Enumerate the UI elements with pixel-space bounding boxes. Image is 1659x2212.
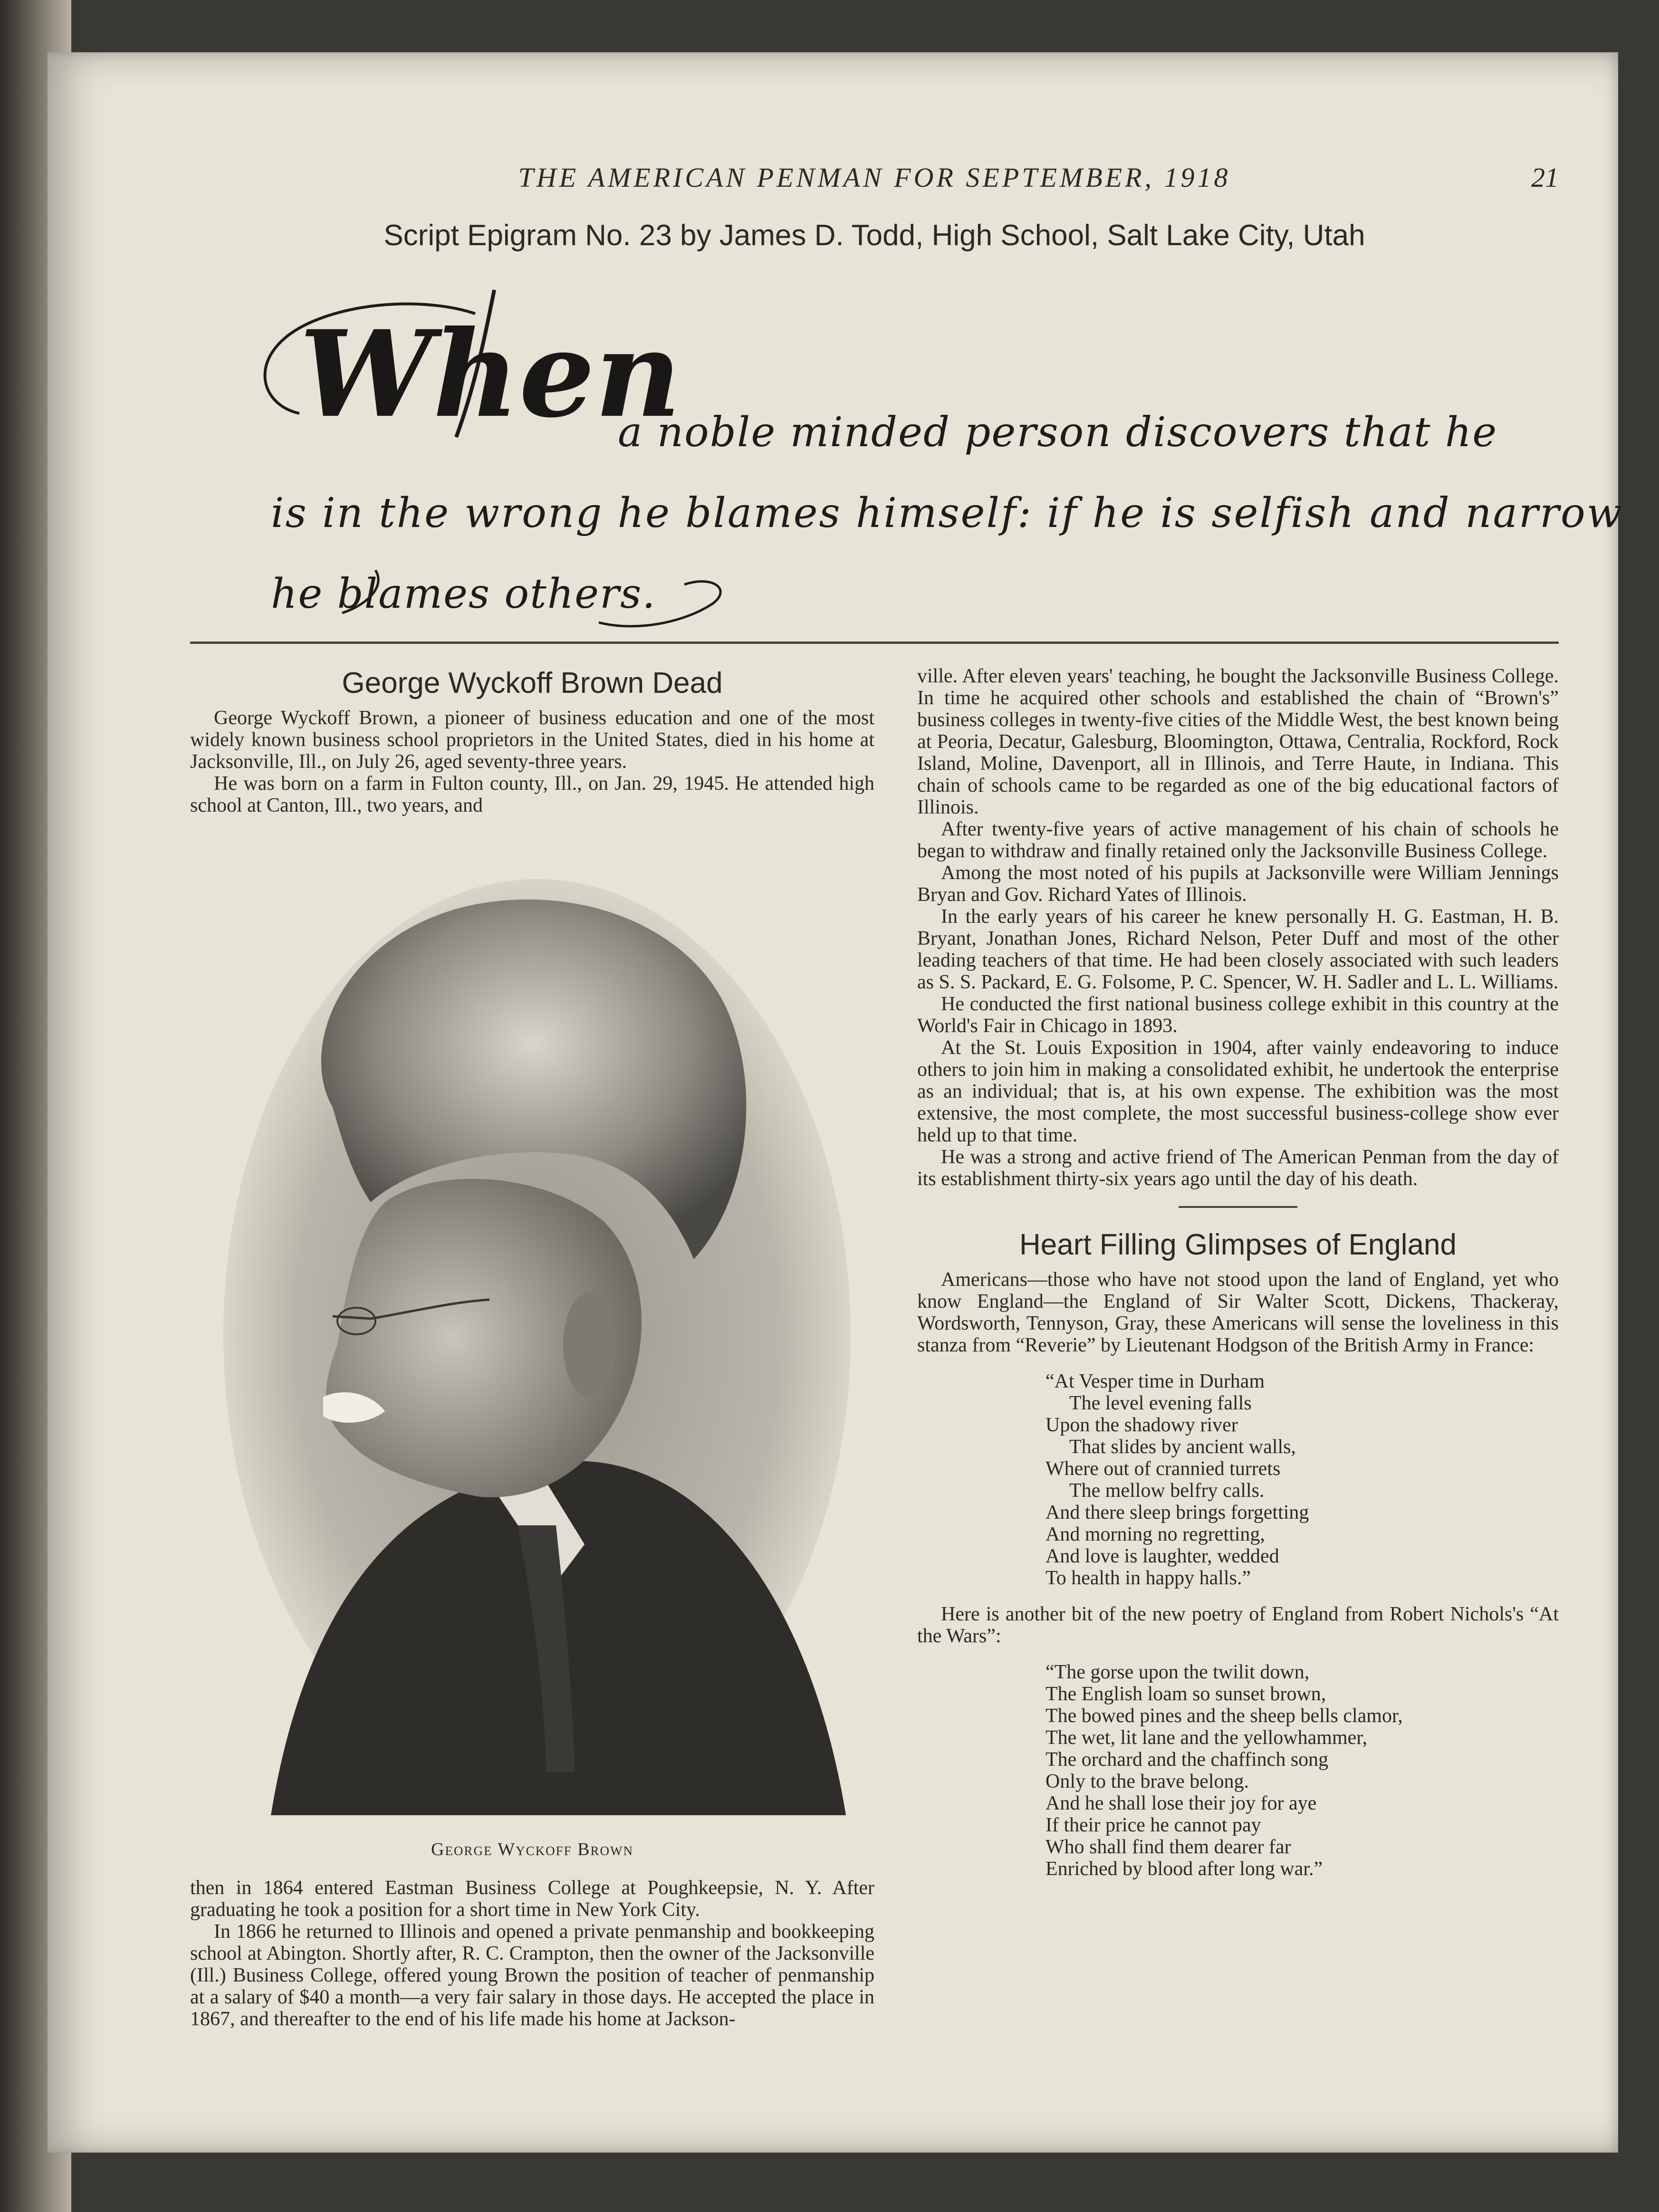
poem-line: And love is laughter, wedded xyxy=(1045,1545,1279,1567)
poem-line: Only to the brave belong. xyxy=(1045,1771,1249,1792)
portrait-photo xyxy=(214,870,874,1820)
poem-line: Upon the shadowy river xyxy=(1045,1414,1238,1436)
poem-line: And morning no regretting, xyxy=(1045,1523,1265,1545)
poem-at-the-wars xyxy=(1045,1661,1559,1880)
script-line-2: is in the wrong he blames himself: if he is selfish and narrow xyxy=(271,489,1623,537)
obituary-paragraph: ville. After eleven years' teaching, he bought the Jacksonville Business College. In time he acquired other schools and established the chain of “Brown's” business colleges in twenty-five cities of the Middle West, the best known being at Peoria, Decatur, Galesburg, Bloomington, Ottawa, Centralia, Rockford, Rock Island, Moline, Davenport, all in Illinois, and Terre Haute, in Indiana. This chain of schools came to be regarded as one of the big educational factors of Illinois. xyxy=(917,665,1559,818)
obituary-paragraph: At the St. Louis Exposition in 1904, after vainly endeavoring to induce others to join him in making a consolidated exhibit, he undertook the enterprise as an individual; that is, at his own expense. The exhibition was the most extensive, the most complete, the most successful business-college show ever held up to that time. xyxy=(917,1037,1559,1146)
article-divider xyxy=(1179,1206,1297,1208)
obituary-column-bottom xyxy=(190,1877,874,2030)
poem-line: The wet, lit lane and the yellowhammer, xyxy=(1045,1727,1368,1749)
poem-reverie xyxy=(1045,1370,1559,1589)
poem-line: Who shall find them dearer far xyxy=(1045,1836,1291,1858)
section-divider xyxy=(190,642,1559,644)
script-line-3: he blames others. xyxy=(271,570,656,618)
obituary-paragraph: In the early years of his career he knew personally H. G. Eastman, H. B. Bryant, Jonathan Jones, Richard Nelson, Peter Duff and most of the other leading teachers of that time. He had been closely associated with such leaders as S. S. Packard, E. G. Folsome, P. C. Spencer, W. H. Sadler and L. L. Williams. xyxy=(917,906,1559,993)
epigram-heading: Script Epigram No. 23 by James D. Todd, High School, Salt Lake City, Utah xyxy=(384,219,1365,252)
obituary-paragraph: Among the most noted of his pupils at Jacksonville were William Jennings Bryan and Gov. Richard Yates of Illinois. xyxy=(917,862,1559,906)
obituary-paragraph: He was born on a farm in Fulton county, Ill., on Jan. 29, 1945. He attended high school at Canton, Ill., two years, and xyxy=(190,773,874,816)
poem-line: “The gorse upon the twilit down, xyxy=(1045,1661,1310,1683)
poem-line: And there sleep brings forgetting xyxy=(1045,1502,1309,1523)
magazine-page xyxy=(48,52,1623,2153)
script-line-1: a noble minded person discovers that he xyxy=(618,409,1498,456)
script-first-word: When xyxy=(299,304,681,444)
portrait-caption: George Wyckoff Brown xyxy=(431,1839,633,1859)
obituary-column-top xyxy=(190,665,874,816)
poem-line: Where out of crannied turrets xyxy=(1045,1458,1281,1480)
obituary-paragraph: He was a strong and active friend of The American Penman from the day of its establishment thirty-six years ago until the day of his death. xyxy=(917,1146,1559,1190)
poem-line: Enriched by blood after long war.” xyxy=(1045,1858,1323,1880)
poem-line: The bowed pines and the sheep bells clamor, xyxy=(1045,1705,1403,1727)
poem-line: “At Vesper time in Durham xyxy=(1045,1370,1265,1392)
poem-line: And he shall lose their joy for aye xyxy=(1045,1792,1317,1814)
obituary-paragraph: In 1866 he returned to Illinois and opened a private penmanship and bookkeeping school at Abington. Shortly after, R. C. Crampton, then the owner of the Jacksonville (Ill.) Business College, offered young Brown the position of teacher of penmanship at a salary of $40 a month—a very fair salary in those days. He accepted the place in 1867, and thereafter to the end of his life made his home at Jackson- xyxy=(190,1921,874,2030)
obituary-paragraph: After twenty-five years of active management of his chain of schools he began to withdraw and finally retained only the Jacksonville Business College. xyxy=(917,818,1559,862)
obituary-paragraph: He conducted the first national business college exhibit in this country at the World's Fair in Chicago in 1893. xyxy=(917,993,1559,1037)
right-column xyxy=(917,665,1559,1894)
poem-line: The level evening falls xyxy=(1069,1392,1252,1414)
poem-line: The orchard and the chaffinch song xyxy=(1045,1749,1329,1771)
england-intro: Americans—those who have not stood upon the land of England, yet who know England—the England of Sir Walter Scott, Dickens, Thackeray, Wordsworth, Tennyson, Gray, these Americans will sense the loveliness in this stanza from “Reverie” by Lieutenant Hodgson of the British Army in France: xyxy=(917,1269,1559,1356)
poem-line: The mellow belfry calls. xyxy=(1069,1480,1265,1502)
obituary-title: George Wyckoff Brown Dead xyxy=(342,667,723,699)
poem-line: To health in happy halls.” xyxy=(1045,1567,1251,1589)
poem-line: The English loam so sunset brown, xyxy=(1045,1683,1326,1705)
obituary-paragraph: then in 1864 entered Eastman Business College at Poughkeepsie, N. Y. After graduating he took a position for a short time in New York City. xyxy=(190,1877,874,1921)
obituary-paragraph: George Wyckoff Brown, a pioneer of business education and one of the most widely known business school proprietors in the United States, died in his home at Jacksonville, Ill., on July 26, aged seventy-three years. xyxy=(190,707,874,773)
poem-line: That slides by ancient walls, xyxy=(1069,1436,1296,1458)
england-middle: Here is another bit of the new poetry of England from Robert Nichols's “At the Wars”: xyxy=(917,1603,1559,1647)
script-epigram xyxy=(228,280,1623,642)
poem-line: If their price he cannot pay xyxy=(1045,1814,1261,1836)
running-head xyxy=(190,162,1559,214)
portrait-photo-icon xyxy=(214,870,874,1820)
england-title: Heart Filling Glimpses of England xyxy=(1019,1228,1457,1261)
page-number: 21 xyxy=(1531,162,1559,193)
running-title: THE AMERICAN PENMAN FOR SEPTEMBER, 1918 xyxy=(518,162,1231,193)
